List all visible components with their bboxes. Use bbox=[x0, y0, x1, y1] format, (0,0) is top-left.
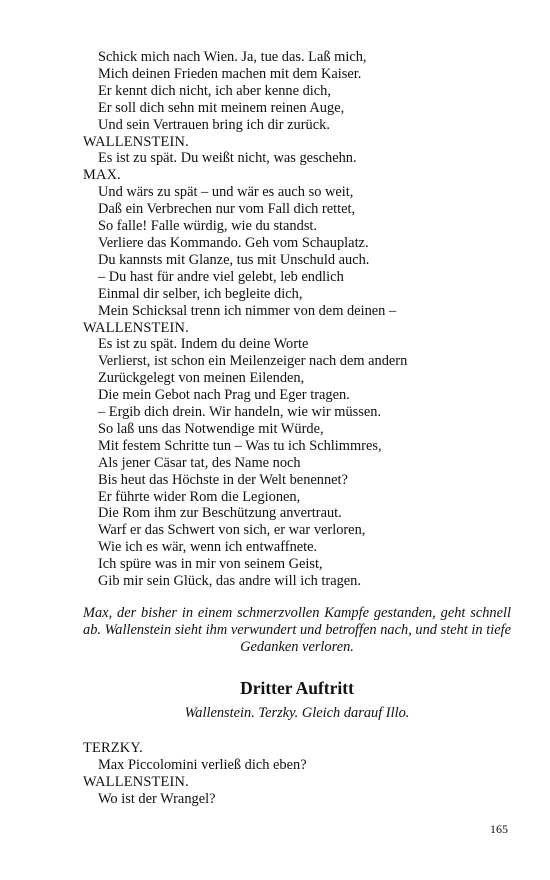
verse-line: Und wärs zu spät – und wär es auch so weit, bbox=[98, 184, 354, 201]
verse-line: – Ergib dich drein. Wir handeln, wie wir müssen. bbox=[98, 404, 382, 421]
scene-cast: Wallenstein. Terzky. Gleich darauf Illo. bbox=[184, 705, 410, 721]
verse-line: Bis heut das Höchste in der Welt benennet? bbox=[98, 471, 348, 488]
text-block bbox=[83, 49, 513, 808]
verse-line: Und sein Vertrauen bring ich dir zurück. bbox=[98, 116, 330, 133]
verse-line: Wie ich es wär, wenn ich entwaffnete. bbox=[98, 539, 318, 556]
verse-line: Verlierst, ist schon ein Meilenzeiger nach dem andern bbox=[98, 353, 408, 370]
verse-line: Er führte wider Rom die Legionen, bbox=[98, 488, 301, 505]
speaker-name: WALLENSTEIN. bbox=[83, 133, 189, 150]
verse-line: Als jener Cäsar tat, des Name noch bbox=[98, 454, 301, 471]
page-number: 165 bbox=[490, 822, 508, 836]
verse-line: Mein Schicksal trenn ich nimmer von dem deinen – bbox=[98, 302, 397, 319]
dialogue-part-1 bbox=[83, 49, 513, 590]
verse-line: Verliere das Kommando. Geh vom Schauplatz. bbox=[98, 234, 369, 251]
speaker-name: WALLENSTEIN. bbox=[83, 319, 189, 336]
verse-line: Wo ist der Wrangel? bbox=[98, 790, 216, 807]
verse-line: So falle! Falle würdig, wie du standst. bbox=[98, 218, 318, 235]
verse-line: Schick mich nach Wien. Ja, tue das. Laß mich, bbox=[98, 49, 367, 65]
verse-line: Die mein Gebot nach Prag und Eger tragen. bbox=[98, 387, 350, 404]
verse-line: Mit festem Schritte tun – Was tu ich Schlimmres, bbox=[98, 437, 382, 454]
speaker-name: MAX. bbox=[83, 167, 121, 184]
verse-line: Daß ein Verbrechen nur vom Fall dich rettet, bbox=[98, 201, 356, 218]
verse-line: Max Piccolomini verließ dich eben? bbox=[98, 756, 307, 773]
scene-heading: Dritter Auftritt bbox=[240, 678, 354, 698]
speaker-name: WALLENSTEIN. bbox=[83, 773, 189, 790]
stage-direction: Max, der bisher in einem schmerzvollen Kampfe gestanden, geht schnell ab. Wallenstein sieht ihm verwundert und betroffen nach, und steht in tiefe Gedanken verloren. bbox=[83, 605, 511, 655]
verse-line: Gib mir sein Glück, das andre will ich tragen. bbox=[98, 573, 361, 590]
verse-line: Es ist zu spät. Indem du deine Worte bbox=[98, 336, 309, 353]
verse-line: Die Rom ihm zur Beschützung anvertraut. bbox=[98, 505, 342, 522]
verse-line: Ich spüre was in mir von seinem Geist, bbox=[98, 556, 323, 573]
verse-line: Mich deinen Frieden machen mit dem Kaiser. bbox=[98, 65, 362, 82]
verse-line: – Du hast für andre viel gelebt, leb endlich bbox=[98, 268, 344, 285]
verse-line: Er kennt dich nicht, ich aber kenne dich, bbox=[98, 82, 331, 99]
verse-line: So laß uns das Notwendige mit Würde, bbox=[98, 420, 324, 437]
speaker-name: TERZKY. bbox=[83, 740, 143, 756]
verse-line: Es ist zu spät. Du weißt nicht, was geschehn. bbox=[98, 150, 357, 167]
verse-line: Er soll dich sehn mit meinem reinen Auge, bbox=[98, 99, 345, 116]
dialogue-part-2 bbox=[83, 740, 513, 808]
verse-line: Du kannsts mit Glanze, tus mit Unschuld auch. bbox=[98, 251, 370, 268]
verse-line: Warf er das Schwert von sich, er war verloren, bbox=[98, 522, 366, 539]
verse-line: Zurückgelegt von meinen Eilenden, bbox=[98, 370, 305, 387]
verse-line: Einmal dir selber, ich begleite dich, bbox=[98, 285, 303, 302]
